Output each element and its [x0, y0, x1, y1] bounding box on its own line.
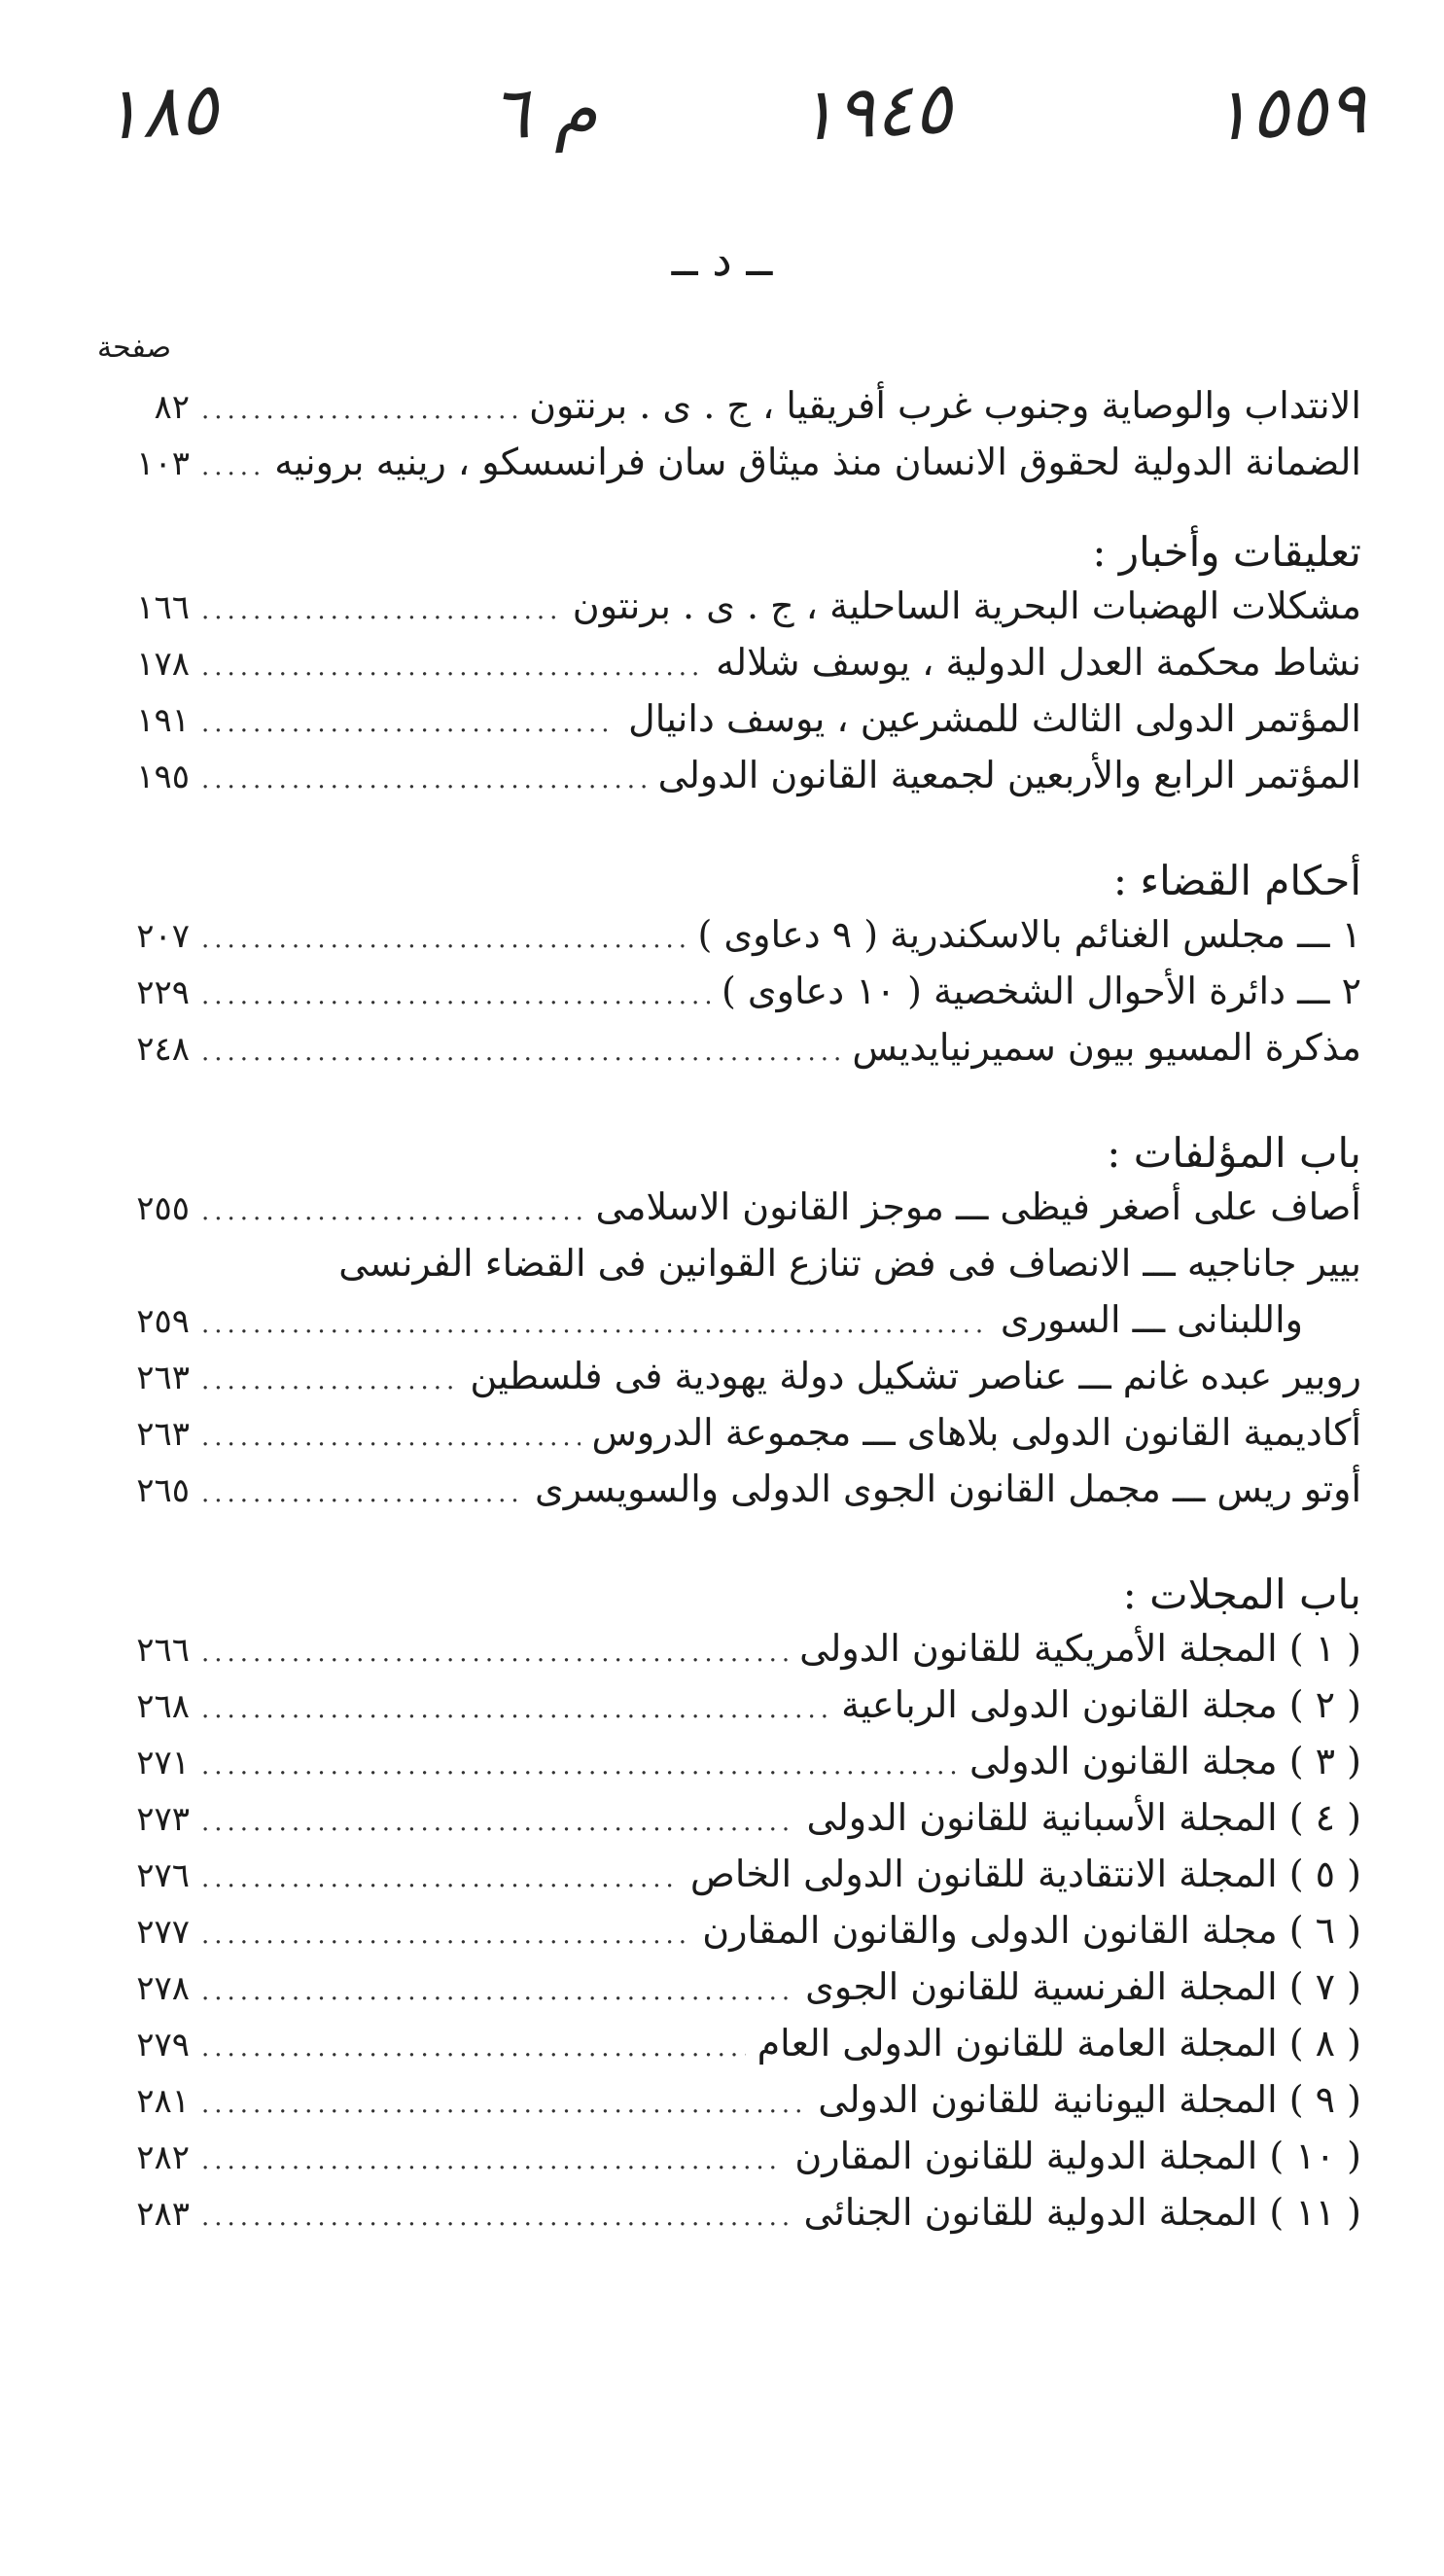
dot-leader: [201, 1977, 793, 2006]
entry-number: ( ٥ ): [1288, 1853, 1361, 1895]
entry-title-group: [529, 384, 1361, 427]
dot-leader: [201, 981, 710, 1010]
dot-leader: [201, 1310, 989, 1339]
dot-leader: [201, 1639, 788, 1668]
toc-entry: [73, 1298, 1361, 1355]
sections: [73, 520, 1361, 2247]
entry-title-group: [592, 1411, 1361, 1454]
entry-title: المجلة العامة للقانون الدولى العام: [757, 2022, 1278, 2064]
entry-title-group: [658, 754, 1361, 796]
page-number: ١٦٦: [136, 588, 190, 627]
section-heading: باب المؤلفات :: [1107, 1129, 1361, 1177]
dot-leader: [201, 396, 517, 425]
entry-title: أكاديمية القانون الدولى بلاهاى ـــ مجموعة الدروس: [591, 1411, 1361, 1454]
dot-leader: [201, 1423, 581, 1452]
dot-leader: [201, 1479, 523, 1508]
entry-title: المجلة اليونانية للقانون الدولى: [818, 2078, 1278, 2121]
entry-title: أوتو ريس ـــ مجمل القانون الجوى الدولى والسويسرى: [534, 1467, 1361, 1510]
entry-title-group: [807, 1796, 1361, 1839]
entry-title-group: [702, 1909, 1361, 1952]
entry-title-group: [722, 970, 1361, 1012]
handwritten-annotation: ١٥٥٩: [1209, 65, 1369, 159]
toc-entry: [73, 697, 1361, 754]
page-column-label: صفحة: [97, 331, 172, 365]
entry-title-group: [274, 441, 1361, 483]
entry-title: المجلة الأسبانية للقانون الدولى: [806, 1796, 1278, 1839]
entry-title: المجلة الانتقادية للقانون الدولى الخاص: [689, 1853, 1278, 1895]
dot-leader: [201, 1864, 679, 1893]
entry-title-group: [628, 697, 1361, 740]
dot-leader: [201, 2033, 746, 2063]
entry-title: مذكرة المسيو بيون سميرنيايديس: [852, 1026, 1361, 1069]
dot-leader: [201, 2090, 806, 2119]
page-number: ٢٧٨: [136, 1969, 190, 2008]
toc-entry: [73, 1853, 1361, 1909]
entry-title-group: [470, 1355, 1361, 1397]
entry-number: ٢ ـــ: [1297, 970, 1361, 1012]
toc-section: [73, 849, 1361, 1082]
entry-title-group: [190, 1242, 1361, 1285]
toc-entry: [73, 913, 1361, 970]
entry-title: أصاف على أصغر فيظى ـــ موجز القانون الاسلامى: [595, 1185, 1361, 1228]
toc-entry: [73, 1965, 1361, 2022]
entry-title: نشاط محكمة العدل الدولية ، يوسف شلاله: [716, 641, 1361, 684]
entry-title: الضمانة الدولية لحقوق الانسان منذ ميثاق سان فرانسسكو ، رينيه برونيه: [274, 441, 1361, 483]
dot-leader: [201, 1751, 958, 1781]
page-number: ٢٥٩: [136, 1302, 190, 1341]
toc-entry: [73, 441, 1361, 497]
entry-number: ١ ـــ: [1297, 913, 1361, 956]
entry-title-group: [716, 641, 1361, 684]
entry-title: المجلة الفرنسية للقانون الجوى: [805, 1965, 1278, 2008]
entry-title-group: [573, 584, 1361, 627]
toc-entry: [73, 754, 1361, 810]
section-heading: باب المجلات :: [1122, 1570, 1361, 1618]
toc-entry: [73, 1242, 1361, 1298]
page-number: ٢٨٢: [136, 2138, 190, 2177]
toc-entry: [73, 1796, 1361, 1853]
toc-section: [73, 1121, 1361, 1524]
page-number: ٢٦٨: [136, 1687, 190, 1726]
toc-entry: [73, 641, 1361, 697]
dot-leader: [201, 1197, 583, 1226]
entry-title-group: [818, 2078, 1361, 2121]
toc-section: [73, 1563, 1361, 2247]
toc-entry: [73, 2191, 1361, 2247]
page-number: ٢٦٥: [136, 1471, 190, 1510]
entry-title: مجلة القانون الدولى والقانون المقارن: [702, 1909, 1278, 1952]
section-heading: تعليقات وأخبار :: [1092, 528, 1361, 576]
page-number: ٢٦٣: [136, 1415, 190, 1454]
page-number: ٢٦٣: [136, 1359, 190, 1397]
toc-entry: [73, 584, 1361, 641]
entry-title: دائرة الأحوال الشخصية ( ١٠ دعاوى ): [721, 970, 1286, 1012]
page-number: ٢٧٧: [136, 1913, 190, 1952]
entry-number: ( ٢ ): [1288, 1683, 1361, 1726]
toc-entry: [73, 384, 1361, 441]
handwritten-annotation: م ٦: [488, 67, 600, 157]
entry-title-group: [805, 1965, 1361, 2008]
toc-entry: [73, 1683, 1361, 1740]
toc-entry: [73, 2135, 1361, 2191]
dot-leader: [201, 765, 647, 794]
entry-title: المؤتمر الدولى الثالث للمشرعين ، يوسف دانيال: [628, 697, 1361, 740]
page-number: ٢٨٣: [136, 2195, 190, 2234]
entry-number: ( ١٠ ): [1269, 2135, 1361, 2177]
page-number: ٢٤٨: [136, 1030, 190, 1069]
toc-entry: [73, 2022, 1361, 2078]
entry-title-group: [794, 2135, 1361, 2177]
entry-title-group: [535, 1467, 1361, 1510]
entry-title: المجلة الدولية للقانون المقارن: [794, 2135, 1258, 2177]
page-number: ٢٥٥: [136, 1189, 190, 1228]
dot-leader: [201, 1038, 840, 1067]
entry-number: ( ٨ ): [1288, 2022, 1361, 2064]
handwritten-annotation: ١٨٥: [99, 66, 221, 158]
dot-leader: [201, 1808, 795, 1837]
entry-title-group: [1001, 1298, 1361, 1341]
entry-number: ( ٩ ): [1288, 2078, 1361, 2121]
entry-title: واللبنانى ـــ السورى: [1000, 1298, 1303, 1341]
dot-leader: [201, 596, 561, 625]
entry-number: ( ٦ ): [1288, 1909, 1361, 1952]
page-number: ٢٨١: [136, 2082, 190, 2121]
toc-section: [73, 520, 1361, 810]
dot-leader: [201, 2203, 792, 2232]
handwritten-annotation: ١٩٤٥: [794, 65, 955, 159]
table-of-contents: [73, 384, 1361, 2247]
dot-leader: [201, 1921, 690, 1950]
entry-title-group: [757, 2022, 1361, 2064]
page-number: ٢٧٩: [136, 2026, 190, 2064]
page-number: ٢٠٧: [136, 917, 190, 956]
entry-title: مجلة القانون الدولى: [969, 1740, 1278, 1782]
entry-title: الانتداب والوصاية وجنوب غرب أفريقيا ، ج . ى . برنتون: [529, 384, 1361, 427]
entry-title-group: [852, 1026, 1361, 1069]
page-number: ٢٧٦: [136, 1856, 190, 1895]
dot-leader: [201, 452, 263, 481]
toc-entry: [73, 1467, 1361, 1524]
dot-leader: [201, 1695, 829, 1724]
entry-title: مجلة القانون الدولى الرباعية: [841, 1683, 1278, 1726]
entry-title-group: [799, 1627, 1361, 1670]
entry-title: مجلس الغنائم بالاسكندرية ( ٩ دعاوى ): [697, 913, 1286, 956]
entry-title: المجلة الأمريكية للقانون الدولى: [799, 1627, 1278, 1670]
entry-title: المجلة الدولية للقانون الجنائى: [803, 2191, 1258, 2234]
page-number: ١٧٨: [136, 645, 190, 684]
entry-title-group: [841, 1683, 1361, 1726]
toc-entry: [73, 2078, 1361, 2135]
page-number: ١٠٣: [136, 444, 190, 483]
entry-number: ( ٧ ): [1288, 1965, 1361, 2008]
dot-leader: [201, 2146, 783, 2175]
entry-title-group: [698, 913, 1361, 956]
section-heading: أحكام القضاء :: [1112, 857, 1361, 904]
entry-title: مشكلات الهضبات البحرية الساحلية ، ج . ى . برنتون: [572, 584, 1361, 627]
dot-leader: [201, 925, 687, 954]
page-number: ٢٢٩: [136, 973, 190, 1012]
entry-number: ( ٤ ): [1288, 1796, 1361, 1839]
page-number: ٢٧١: [136, 1744, 190, 1782]
entry-title: بيير جاناجيه ـــ الانصاف فى فض تنازع القوانين فى القضاء الفرنسى: [338, 1242, 1361, 1285]
entry-title-group: [804, 2191, 1361, 2234]
toc-entry: [73, 1740, 1361, 1796]
entry-number: ( ٣ ): [1288, 1740, 1361, 1782]
page-number: ١٩٥: [136, 758, 190, 796]
entry-title-group: [969, 1740, 1361, 1782]
dot-leader: [201, 653, 704, 682]
entry-title-group: [595, 1185, 1361, 1228]
page-number: ٢٦٦: [136, 1631, 190, 1670]
dot-leader: [201, 709, 616, 738]
entry-title-group: [690, 1853, 1361, 1895]
toc-entry: [73, 1355, 1361, 1411]
toc-entry: [73, 1627, 1361, 1683]
toc-entry: [73, 1185, 1361, 1242]
page-number: ١٩١: [136, 701, 190, 740]
dot-leader: [201, 1366, 458, 1395]
page-number: ٢٧٣: [136, 1800, 190, 1839]
toc-entry: [73, 1411, 1361, 1467]
intro-entries: [73, 384, 1361, 497]
toc-entry: [73, 970, 1361, 1026]
toc-entry: [73, 1909, 1361, 1965]
entry-title: روبير عبده غانم ـــ عناصر تشكيل دولة يهودية فى فلسطين: [470, 1355, 1361, 1397]
entry-number: ( ١١ ): [1269, 2191, 1361, 2234]
entry-number: ( ١ ): [1288, 1627, 1361, 1670]
page-number: ٨٢: [154, 388, 190, 427]
page-marker: ــ د ــ: [671, 233, 773, 286]
toc-entry: [73, 1026, 1361, 1082]
entry-title: المؤتمر الرابع والأربعين لجمعية القانون الدولى: [657, 754, 1361, 796]
